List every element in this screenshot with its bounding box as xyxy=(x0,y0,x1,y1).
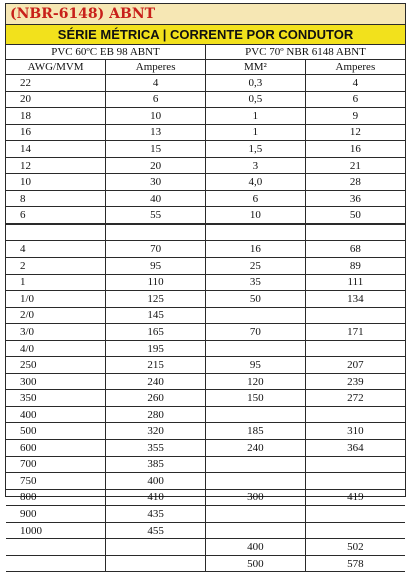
cell-mm2 xyxy=(206,473,306,490)
cell-amperes-60c xyxy=(106,555,206,572)
ampacity-table xyxy=(6,45,405,572)
cell-amperes-60c: 6 xyxy=(106,91,206,108)
cell-amperes-70c: 50 xyxy=(305,207,405,224)
cell-awg: 400 xyxy=(6,406,106,423)
table-row xyxy=(6,489,405,506)
cell-amperes-70c xyxy=(305,473,405,490)
cell-mm2: 150 xyxy=(206,390,306,407)
cell-mm2: 25 xyxy=(206,258,306,275)
table-row xyxy=(6,190,405,207)
cell-awg: 2/0 xyxy=(6,307,106,324)
cell-amperes-60c: 195 xyxy=(106,340,206,357)
cell-awg: 1/0 xyxy=(6,291,106,308)
table-row xyxy=(6,174,405,191)
cell-mm2: 185 xyxy=(206,423,306,440)
cell-amperes-70c: 310 xyxy=(305,423,405,440)
cell-mm2: 240 xyxy=(206,440,306,457)
cell-awg: 12 xyxy=(6,157,106,174)
cell-mm2 xyxy=(206,506,306,523)
divider-cell xyxy=(305,224,405,241)
cell-awg xyxy=(6,555,106,572)
cell-mm2: 95 xyxy=(206,357,306,374)
cell-amperes-60c: 240 xyxy=(106,373,206,390)
cell-awg: 800 xyxy=(6,489,106,506)
cell-amperes-70c: 21 xyxy=(305,157,405,174)
cell-mm2: 0,5 xyxy=(206,91,306,108)
table-row xyxy=(6,241,405,258)
cell-awg: 1 xyxy=(6,274,106,291)
table-row xyxy=(6,522,405,539)
table-row xyxy=(6,307,405,324)
cell-amperes-60c: 55 xyxy=(106,207,206,224)
table-row xyxy=(6,91,405,108)
cell-amperes-70c xyxy=(305,506,405,523)
cell-awg: 8 xyxy=(6,190,106,207)
table-row xyxy=(6,423,405,440)
table-row xyxy=(6,539,405,556)
column-header-amperes-left: Amperes xyxy=(106,60,206,75)
cell-mm2 xyxy=(206,406,306,423)
cell-amperes-60c: 400 xyxy=(106,473,206,490)
table-row xyxy=(6,390,405,407)
cell-awg: 4 xyxy=(6,241,106,258)
cell-amperes-70c xyxy=(305,340,405,357)
cell-amperes-60c: 15 xyxy=(106,141,206,158)
cell-amperes-60c: 13 xyxy=(106,124,206,141)
cell-mm2: 35 xyxy=(206,274,306,291)
cell-amperes-70c: 12 xyxy=(305,124,405,141)
divider-cell xyxy=(6,224,106,241)
table-row xyxy=(6,406,405,423)
cell-amperes-60c: 455 xyxy=(106,522,206,539)
cell-mm2 xyxy=(206,522,306,539)
column-header-awg: AWG/MVM xyxy=(6,60,106,75)
divider-cell xyxy=(106,224,206,241)
cell-amperes-70c xyxy=(305,307,405,324)
cell-awg: 10 xyxy=(6,174,106,191)
cell-amperes-70c: 28 xyxy=(305,174,405,191)
cell-amperes-60c: 165 xyxy=(106,324,206,341)
cell-mm2: 1 xyxy=(206,124,306,141)
table-row xyxy=(6,555,405,572)
cell-awg: 20 xyxy=(6,91,106,108)
cell-amperes-70c: 207 xyxy=(305,357,405,374)
table-row xyxy=(6,141,405,158)
table-row xyxy=(6,340,405,357)
table-row xyxy=(6,258,405,275)
cell-awg: 6 xyxy=(6,207,106,224)
table-row xyxy=(6,506,405,523)
cell-amperes-60c: 70 xyxy=(106,241,206,258)
cell-amperes-70c: 272 xyxy=(305,390,405,407)
cell-amperes-60c xyxy=(106,539,206,556)
cell-amperes-70c: 9 xyxy=(305,108,405,125)
cell-mm2 xyxy=(206,307,306,324)
column-header-amperes-right: Amperes xyxy=(305,60,405,75)
table-row xyxy=(6,357,405,374)
group-header-left: PVC 60ºC EB 98 ABNT xyxy=(6,45,206,60)
cell-amperes-70c: 171 xyxy=(305,324,405,341)
cell-amperes-60c: 30 xyxy=(106,174,206,191)
cell-awg: 3/0 xyxy=(6,324,106,341)
cell-amperes-60c: 410 xyxy=(106,489,206,506)
table-row xyxy=(6,473,405,490)
cell-amperes-70c xyxy=(305,456,405,473)
cell-mm2: 10 xyxy=(206,207,306,224)
cell-amperes-70c: 16 xyxy=(305,141,405,158)
cell-awg: 16 xyxy=(6,124,106,141)
cell-amperes-60c: 260 xyxy=(106,390,206,407)
cell-mm2: 6 xyxy=(206,190,306,207)
cell-amperes-70c: 239 xyxy=(305,373,405,390)
table-row xyxy=(6,291,405,308)
cell-awg: 18 xyxy=(6,108,106,125)
cell-amperes-70c: 364 xyxy=(305,440,405,457)
group-header-right: PVC 70º NBR 6148 ABNT xyxy=(206,45,406,60)
cell-mm2: 500 xyxy=(206,555,306,572)
cell-amperes-60c: 4 xyxy=(106,75,206,92)
cell-amperes-70c: 89 xyxy=(305,258,405,275)
divider-cell xyxy=(206,224,306,241)
cell-mm2: 16 xyxy=(206,241,306,258)
table-row xyxy=(6,324,405,341)
cell-awg xyxy=(6,539,106,556)
cell-amperes-60c: 280 xyxy=(106,406,206,423)
cell-awg: 2 xyxy=(6,258,106,275)
cell-amperes-70c: 4 xyxy=(305,75,405,92)
cell-mm2: 400 xyxy=(206,539,306,556)
cell-amperes-70c: 36 xyxy=(305,190,405,207)
cell-awg: 4/0 xyxy=(6,340,106,357)
cell-amperes-70c: 6 xyxy=(305,91,405,108)
cell-amperes-70c: 134 xyxy=(305,291,405,308)
unit-header-row xyxy=(6,60,405,75)
group-header-row xyxy=(6,45,405,60)
cell-amperes-70c: 111 xyxy=(305,274,405,291)
cell-mm2: 300 xyxy=(206,489,306,506)
cell-amperes-60c: 95 xyxy=(106,258,206,275)
cell-amperes-60c: 40 xyxy=(106,190,206,207)
cell-mm2: 120 xyxy=(206,373,306,390)
cell-awg: 600 xyxy=(6,440,106,457)
cell-amperes-60c: 215 xyxy=(106,357,206,374)
cell-amperes-70c xyxy=(305,522,405,539)
cell-amperes-60c: 145 xyxy=(106,307,206,324)
cell-mm2: 0,3 xyxy=(206,75,306,92)
ampacity-table-sheet xyxy=(5,3,406,570)
cell-amperes-60c: 320 xyxy=(106,423,206,440)
cell-mm2: 1 xyxy=(206,108,306,125)
table-row xyxy=(6,373,405,390)
cell-awg: 750 xyxy=(6,473,106,490)
cell-awg: 700 xyxy=(6,456,106,473)
cell-mm2 xyxy=(206,456,306,473)
cell-mm2 xyxy=(206,340,306,357)
cell-amperes-60c: 110 xyxy=(106,274,206,291)
table-row xyxy=(6,157,405,174)
table-body xyxy=(6,75,405,572)
cell-mm2: 3 xyxy=(206,157,306,174)
cell-awg: 300 xyxy=(6,373,106,390)
cell-mm2: 4,0 xyxy=(206,174,306,191)
cell-amperes-60c: 20 xyxy=(106,157,206,174)
cell-amperes-60c: 435 xyxy=(106,506,206,523)
cell-amperes-70c: 502 xyxy=(305,539,405,556)
cell-amperes-70c: 419 xyxy=(305,489,405,506)
table-row xyxy=(6,75,405,92)
cell-awg: 500 xyxy=(6,423,106,440)
section-divider xyxy=(6,224,405,241)
cell-awg: 250 xyxy=(6,357,106,374)
column-header-mm2: MM² xyxy=(206,60,306,75)
cell-mm2: 50 xyxy=(206,291,306,308)
cell-awg: 1000 xyxy=(6,522,106,539)
cell-mm2: 70 xyxy=(206,324,306,341)
table-heading: SÉRIE MÉTRICA | CORRENTE POR CONDUTOR xyxy=(6,25,405,45)
cell-amperes-60c: 355 xyxy=(106,440,206,457)
cell-amperes-60c: 385 xyxy=(106,456,206,473)
cell-awg: 900 xyxy=(6,506,106,523)
table-row xyxy=(6,108,405,125)
table-row xyxy=(6,456,405,473)
cell-mm2: 1,5 xyxy=(206,141,306,158)
table-row xyxy=(6,207,405,224)
cell-amperes-70c: 68 xyxy=(305,241,405,258)
cell-amperes-70c xyxy=(305,406,405,423)
cell-awg: 350 xyxy=(6,390,106,407)
cell-amperes-60c: 125 xyxy=(106,291,206,308)
cell-awg: 22 xyxy=(6,75,106,92)
table-row xyxy=(6,274,405,291)
table-row xyxy=(6,124,405,141)
cell-amperes-70c: 578 xyxy=(305,555,405,572)
table-row xyxy=(6,440,405,457)
cell-amperes-60c: 10 xyxy=(106,108,206,125)
table-title: (NBR-6148) ABNT xyxy=(6,4,405,25)
cell-awg: 14 xyxy=(6,141,106,158)
